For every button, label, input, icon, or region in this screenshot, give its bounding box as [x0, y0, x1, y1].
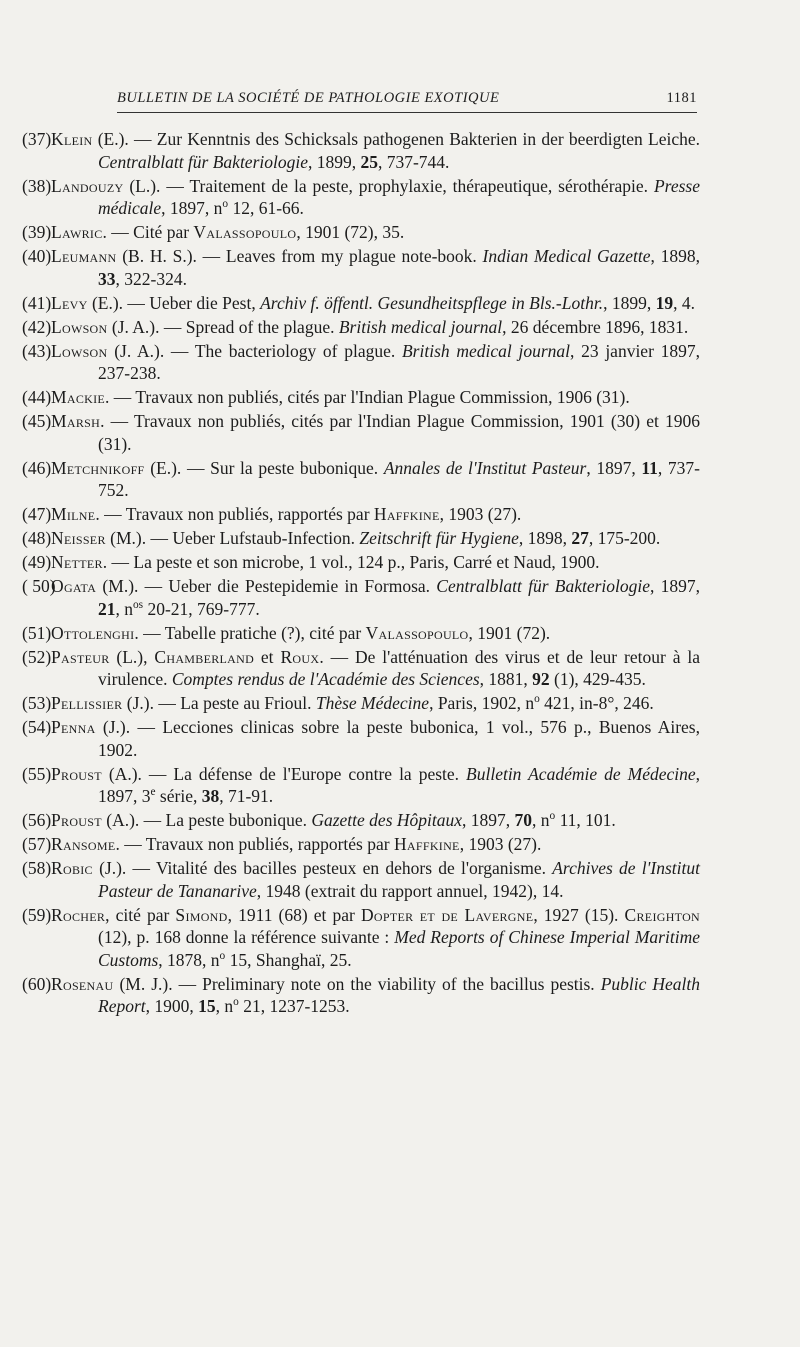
reference-volume: 19: [655, 292, 674, 313]
reference-entry: [22, 128, 700, 173]
reference-text: , 1897,: [650, 576, 700, 596]
reference-number: (42): [22, 316, 52, 337]
reference-journal: Comptes rendus de l'Académie des Sciences: [171, 669, 480, 689]
reference-text: (M.). — Ueber die Pestepidemie in Formosa.: [96, 576, 437, 596]
reference-text: , 1899,: [603, 292, 656, 313]
header-rule: [117, 112, 697, 113]
reference-journal: Archives de l'Institut Pasteur de Tananarive: [98, 858, 700, 901]
reference-journal: Indian Medical Gazette: [482, 246, 651, 266]
reference-text: (E.). — Ueber die Pest,: [87, 292, 261, 313]
reference-text: , 1897,: [462, 810, 515, 830]
reference-journal: Thèse Médecine: [315, 693, 430, 713]
reference-text: , Paris, 1902,: [429, 693, 526, 713]
reference-text: , 23 janvier 1897, 237-238.: [98, 340, 700, 383]
reference-text: (J. A.). — The bacteriology of plague.: [107, 340, 402, 361]
reference-author: Haffkine: [393, 834, 460, 854]
reference-volume: 25: [360, 151, 378, 172]
reference-author: Pellissier: [51, 693, 123, 713]
reference-text: . — De l'atténuation des virus et de leur retour à la virulence.: [98, 646, 700, 689]
reference-journal: Bulletin Académie de Médecine: [466, 763, 696, 784]
reference-text: , 1900,: [145, 996, 199, 1016]
reference-journal: Centralblatt für Bakteriologie: [98, 151, 308, 172]
reference-author: Netter: [51, 552, 103, 572]
reference-author: Rosenau: [51, 973, 114, 994]
reference-text: , 737-744.: [377, 151, 450, 172]
reference-text: , 1878,: [158, 949, 211, 970]
reference-entry: [22, 904, 700, 972]
reference-entry: [22, 646, 700, 691]
reference-author: Valassopoulo: [193, 222, 297, 242]
reference-author: Simond: [175, 904, 228, 925]
running-header: [117, 90, 697, 107]
reference-text: . — La peste et son microbe, 1 vol., 124 p., Paris, Carré et Naud, 1900.: [102, 552, 600, 572]
reference-text: , 1898,: [518, 528, 572, 548]
reference-entry: [22, 221, 700, 244]
reference-volume: 70: [514, 810, 533, 830]
reference-number: (41): [22, 292, 52, 313]
reference-entry: [22, 763, 700, 808]
reference-text: 11, 101.: [555, 810, 616, 830]
reference-number: (46): [22, 457, 52, 478]
reference-text: ,: [215, 996, 225, 1016]
reference-text: n: [213, 198, 223, 218]
reference-author: Ransome: [51, 834, 116, 854]
reference-text: (J.). — La peste au Frioul.: [122, 693, 316, 713]
reference-text: . — Travaux non publiés, rapportés par: [95, 504, 374, 524]
reference-author: Pasteur: [51, 646, 110, 667]
reference-text: , 737-752.: [98, 457, 701, 500]
reference-entry: [22, 292, 700, 315]
reference-text: (A.). — La peste bubonique.: [101, 810, 312, 830]
reference-entry: [22, 503, 700, 526]
reference-volume: 27: [571, 528, 589, 548]
reference-text: 20-21, 769-777.: [143, 598, 260, 619]
reference-author: Lowson: [51, 316, 108, 337]
reference-author: Milne: [51, 504, 96, 524]
reference-journal: Zeitschrift für Hygiene: [359, 528, 519, 548]
reference-volume: 33: [98, 268, 116, 289]
reference-text: , 1948 (extrait du rapport annuel, 1942), 14.: [256, 880, 564, 901]
reference-number: (53): [22, 693, 52, 713]
reference-text: (M.). — Ueber Lufstaub-Infection.: [105, 528, 360, 548]
reference-author: Valassopoulo: [365, 622, 469, 643]
reference-author: Dopter et de Lavergne: [360, 904, 534, 925]
reference-journal: Annales de l'Institut Pasteur: [383, 457, 587, 478]
reference-text: . — Travaux non publiés, rapportés par: [115, 834, 394, 854]
reference-text: 15, Shanghaï, 25.: [225, 949, 352, 970]
reference-volume: 11: [641, 457, 658, 478]
reference-author: Lowson: [51, 340, 108, 361]
reference-author: Rocher: [51, 904, 106, 925]
reference-superscript: o: [233, 996, 239, 1009]
reference-journal: Public Health Report: [98, 973, 700, 1016]
reference-number: (39): [22, 222, 52, 242]
reference-entry: [22, 527, 700, 550]
reference-number: (56): [22, 810, 52, 830]
reference-superscript: os: [133, 598, 144, 611]
reference-text: , cité par: [105, 904, 176, 925]
reference-text: n: [525, 693, 535, 713]
reference-text: (J. A.). — Spread of the plague.: [107, 316, 339, 337]
reference-text: n: [224, 996, 234, 1016]
reference-text: et: [254, 646, 281, 667]
reference-journal: British medical journal: [401, 340, 570, 361]
reference-number: (43): [22, 340, 52, 361]
reference-text: , 1901 (72), 35.: [296, 222, 405, 242]
reference-entry: [22, 245, 700, 290]
reference-entry: [22, 175, 700, 220]
reference-journal: Archiv f. öffentl. Gesundheitspflege in Bls.-Lothr.: [260, 292, 604, 313]
reference-entry: [22, 692, 700, 715]
reference-number: (37): [22, 129, 52, 149]
reference-author: Metchnikoff: [51, 457, 145, 478]
reference-entry: [22, 410, 700, 455]
reference-text: , 1927 (15).: [533, 904, 625, 925]
reference-entry: [22, 340, 700, 385]
reference-text: . — Cité par: [102, 222, 194, 242]
reference-text: ,: [115, 598, 125, 619]
reference-author: Klein: [51, 129, 93, 149]
reference-text: (A.). — La défense de l'Europe contre la peste.: [101, 763, 467, 784]
reference-journal: Gazette des Hôpitaux: [311, 810, 463, 830]
reference-author: Ogata: [51, 576, 97, 596]
reference-superscript: e: [150, 786, 156, 799]
reference-author: Lawric: [51, 222, 103, 242]
reference-superscript: o: [222, 198, 229, 211]
reference-text: , 71-91.: [219, 786, 274, 806]
reference-author: Roux: [280, 646, 320, 667]
reference-superscript: o: [549, 810, 556, 823]
reference-text: (E.). — Sur la peste bubonique.: [144, 457, 384, 478]
reference-entry: [22, 973, 700, 1018]
reference-text: n: [540, 810, 550, 830]
reference-text: , 1899,: [307, 151, 361, 172]
journal-title: BULLETIN DE LA SOCIÉTÉ DE PATHOLOGIE EXOTIQUE: [117, 90, 500, 106]
page-number: 1181: [666, 90, 697, 106]
reference-volume: 38: [201, 786, 220, 806]
reference-author: Proust: [51, 810, 102, 830]
reference-text: (B. H. S.). — Leaves from my plague note-book.: [116, 246, 483, 266]
reference-entry: [22, 833, 700, 856]
reference-author: Marsh: [51, 411, 101, 431]
reference-text: . — Tabelle pratiche (?), cité par: [134, 622, 366, 643]
reference-entry: [22, 575, 700, 620]
reference-number: (57): [22, 834, 52, 854]
reference-entry: [22, 857, 700, 902]
reference-author: Leumann: [51, 246, 117, 266]
reference-text: (L.). — Traitement de la peste, prophylaxie, thérapeutique, sérothérapie.: [123, 175, 654, 196]
reference-number: (52): [22, 646, 52, 667]
reference-text: , 1903 (27).: [459, 834, 542, 854]
reference-author: Neisser: [51, 528, 106, 548]
reference-number: ( 50): [22, 576, 56, 596]
reference-number: (59): [22, 904, 52, 925]
reference-entry: [22, 622, 700, 645]
reference-text: , 1911 (68) et par: [227, 904, 361, 925]
reference-number: (49): [22, 552, 52, 572]
reference-text: n: [124, 598, 133, 619]
reference-journal: Med Reports of Chinese Imperial Maritime Customs: [98, 927, 700, 970]
reference-number: (58): [22, 858, 52, 878]
reference-author: Levy: [51, 292, 88, 313]
reference-superscript: o: [534, 693, 540, 706]
reference-text: (J.). — Lecciones clinicas sobre la peste bubonica, 1 vol., 576 p., Buenos Aires, 1902.: [95, 717, 700, 760]
reference-number: (48): [22, 528, 52, 548]
reference-number: (40): [22, 246, 52, 266]
reference-text: n: [210, 949, 220, 970]
reference-entry: [22, 716, 700, 761]
reference-number: (51): [22, 622, 52, 643]
reference-entry: [22, 386, 700, 409]
reference-number: (47): [22, 504, 52, 524]
reference-text: 421, in-8°, 246.: [539, 693, 654, 713]
reference-volume: 92: [532, 669, 550, 689]
reference-author: Robic: [51, 858, 93, 878]
reference-text: , 1897,: [586, 457, 642, 478]
reference-text: 21, 1237-1253.: [238, 996, 350, 1016]
reference-text: . — Travaux non publiés, cités par l'Indian Plague Commission, 1906 (31).: [105, 387, 630, 407]
reference-entry: [22, 316, 700, 339]
reference-text: (L.),: [109, 646, 155, 667]
reference-text: (M. J.). — Preliminary note on the viability of the bacillus pestis.: [113, 973, 601, 994]
reference-text: . — Travaux non publiés, cités par l'Indian Plague Commission, 1901 (30) et 1906 (31).: [98, 411, 700, 454]
reference-list: [22, 128, 700, 1019]
reference-text: , 1903 (27).: [439, 504, 522, 524]
reference-text: (E.). — Zur Kenntnis des Schicksals pathogenen Bakterien in der beerdigten Leiche.: [92, 129, 700, 149]
reference-author: Proust: [51, 763, 102, 784]
reference-journal: British medical journal: [338, 316, 503, 337]
reference-number: (55): [22, 763, 52, 784]
reference-text: 12, 61-66.: [228, 198, 304, 218]
reference-number: (44): [22, 387, 52, 407]
reference-text: , 1901 (72).: [468, 622, 551, 643]
reference-text: ,: [532, 810, 541, 830]
reference-text: , 26 décembre 1896, 1831.: [502, 316, 689, 337]
reference-superscript: o: [219, 949, 226, 962]
reference-number: (38): [22, 175, 52, 196]
reference-text: , 4.: [673, 292, 695, 313]
reference-entry: [22, 551, 700, 574]
reference-text: , 1897, 3: [98, 763, 700, 806]
reference-number: (54): [22, 717, 52, 737]
reference-number: (45): [22, 411, 52, 431]
reference-author: Landouzy: [51, 175, 124, 196]
reference-journal: Presse médicale: [98, 175, 700, 218]
reference-author: Ottolenghi: [51, 622, 135, 643]
reference-text: , 322-324.: [115, 268, 187, 289]
reference-text: (1), 429-435.: [549, 669, 646, 689]
reference-volume: 21: [98, 598, 116, 619]
reference-text: (12), p. 168 donne la référence suivante :: [98, 927, 395, 947]
reference-text: série,: [155, 786, 202, 806]
reference-author: Haffkine: [373, 504, 440, 524]
reference-volume: 15: [198, 996, 216, 1016]
reference-text: , 175-200.: [588, 528, 661, 548]
reference-entry: [22, 457, 700, 502]
reference-author: Mackie: [51, 387, 106, 407]
reference-text: (J.). — Vitalité des bacilles pesteux en dehors de l'organisme.: [92, 858, 553, 878]
reference-author: Penna: [51, 717, 96, 737]
reference-journal: Centralblatt für Bakteriologie: [436, 576, 650, 596]
reference-text: , 1897,: [161, 198, 214, 218]
reference-entry: [22, 809, 700, 832]
reference-number: (60): [22, 973, 52, 994]
reference-text: , 1881,: [479, 669, 533, 689]
reference-author: Creighton: [624, 904, 701, 925]
reference-text: , 1898,: [650, 246, 701, 266]
reference-author: Chamberland: [154, 646, 255, 667]
